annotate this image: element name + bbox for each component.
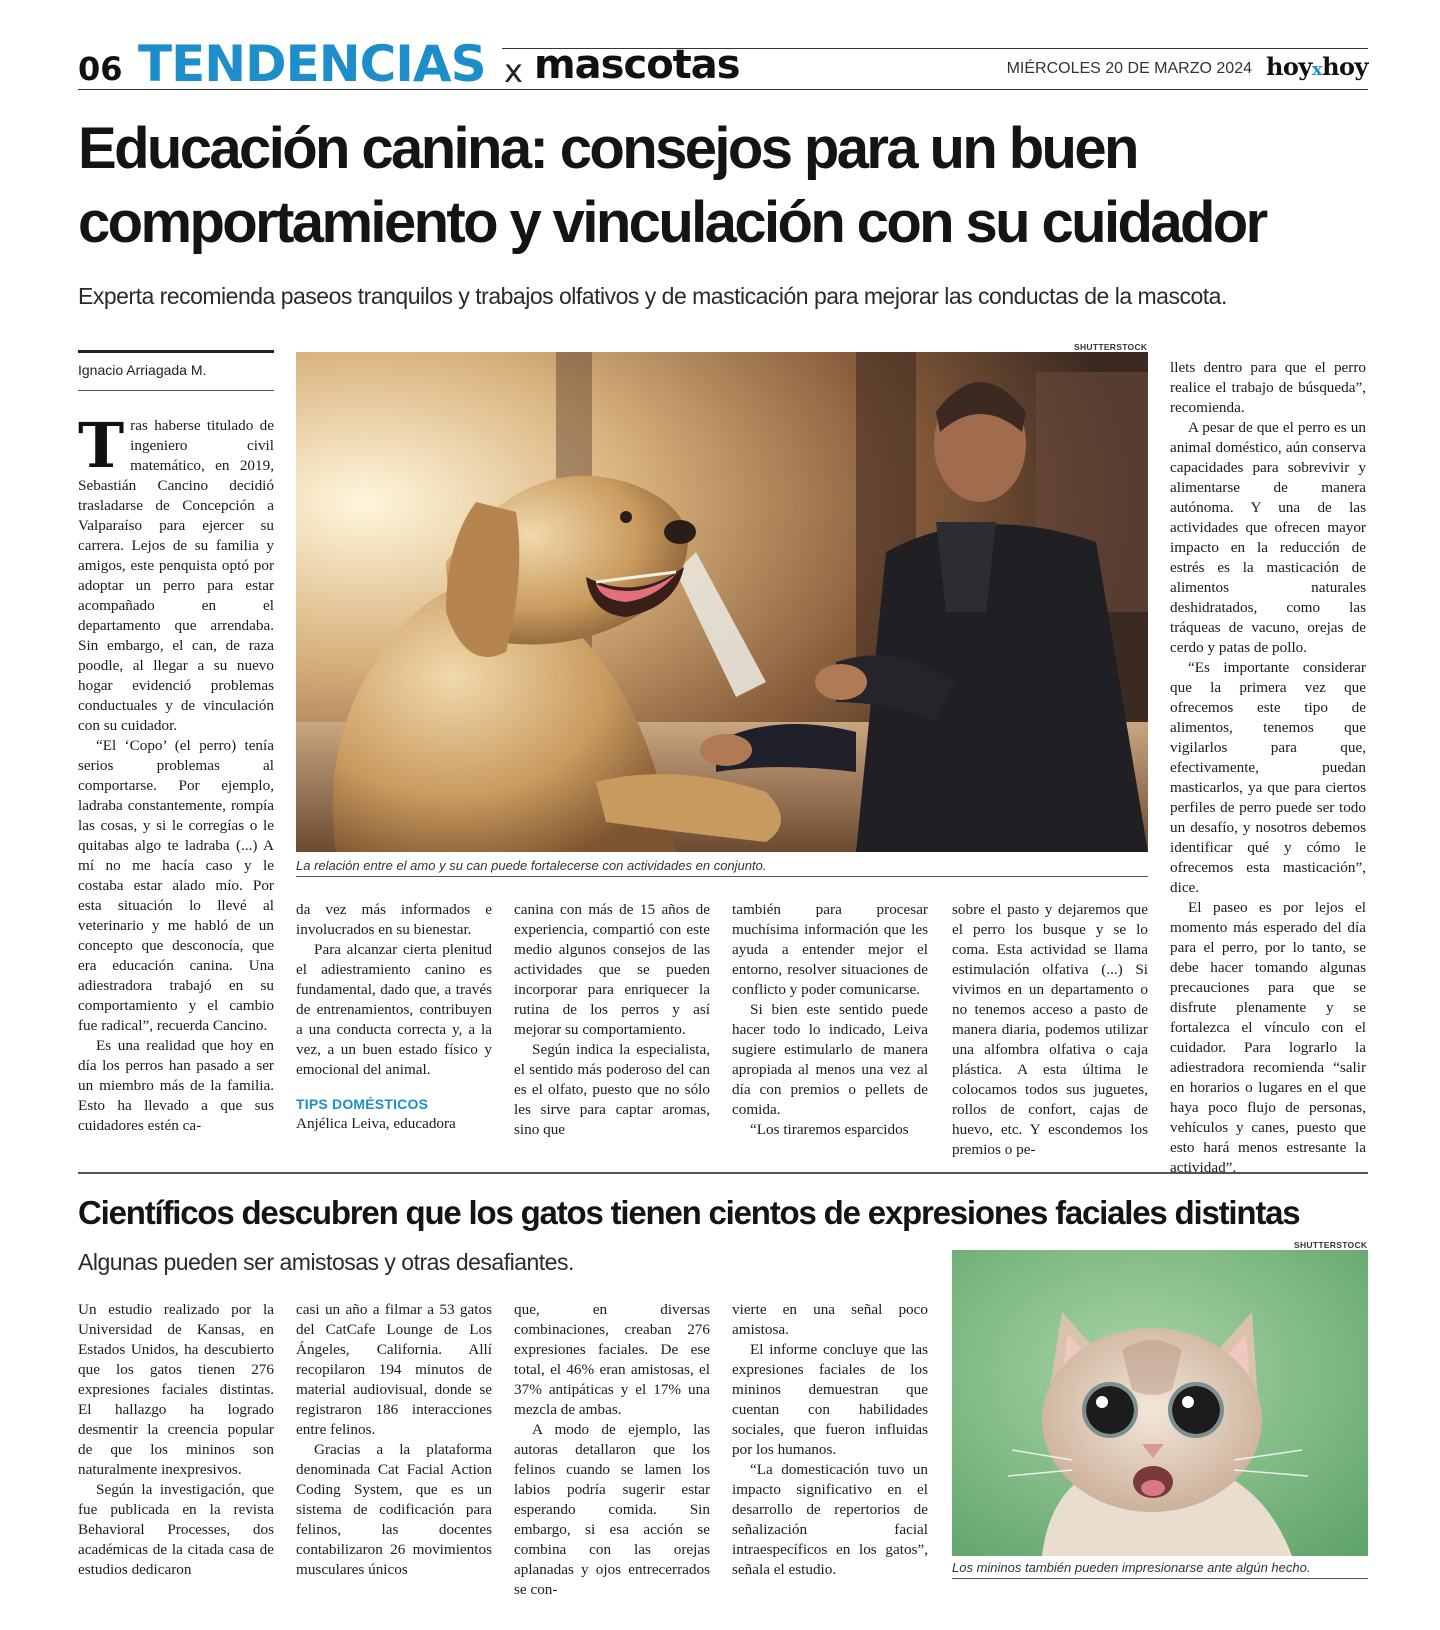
second-col3-paragraph-1: que, en diversas combinaciones, creaban 276 expresiones faciales. De ese total, el 46% eran amistosas, el 37% antipáticas y el 17% una mezcla de ambas. bbox=[514, 1301, 710, 1418]
main-col6-paragraph-4: El paseo es por lejos el momento más esperado del día para el perro, por lo tanto, se debe hacer tomando algunas precauciones para que se disfrute plenamente y se fortalezca el vínculo con el cuidador. Para lograrlo la adiestradora recomienda “salir en horarios o lugares en el que haya poco flujo de personas, vehículos y canes, puesto que esto hará menos estresante la actividad”. bbox=[1170, 899, 1366, 1176]
main-headline-line2: comportamiento y vinculación con su cuidador bbox=[78, 190, 1266, 255]
main-col4-paragraph-3: “Los tiraremos esparcidos bbox=[750, 1121, 909, 1138]
second-col2-paragraph-2: Gracias a la plataforma denominada Cat Facial Action Coding System, que es un sistema de codificación para felinos, las docentes contabilizaron 26 movimientos musculares únicos bbox=[296, 1441, 492, 1578]
main-col1-paragraph-2: “El ‘Copo’ (el perro) tenía serios problemas al comportarse. Por ejemplo, ladraba constantemente, rompía las cosas, y si le corregías o le quitabas algo te ladraba (...) A mí no me hacía caso y le costaba estar alado mío. Por esta situación lo llevé al veterinario y me habló de un concepto que desconocía, que era educación canina. Una adiestradora trabajó en su comportamiento y el cambio fue radical”, recuerda Cancino. bbox=[78, 737, 274, 1034]
main-col1-paragraph-3: Es una realidad que hoy en día los perros han pasado a ser un miembro más de la familia. Esto ha llevado a que sus cuidadores estén ca- bbox=[78, 1037, 274, 1134]
second-column-4 bbox=[732, 1300, 928, 1580]
byline-bottom-rule bbox=[78, 390, 274, 391]
logo-x: x bbox=[1311, 59, 1323, 80]
logo-left: hoy bbox=[1265, 52, 1312, 81]
main-headline-line1: Educación canina: consejos para un buen bbox=[78, 116, 1137, 181]
main-column-6 bbox=[1170, 358, 1366, 1178]
main-col1-p1-text: ras haberse titulado de ingeniero civil matemático, en 2019, Sebastián Cancino decidió trasladarse de Concepción a Valparaíso para ejercer su carrera. Lejos de su familia y amigos, este penquista optó por adoptar un perro para estar acompañado en el departamento que arrendaba. Sin embargo, el can, de raza poodle, al llegar a su nuevo hogar evidenció problemas conductuales y de vinculación con su cuidador. bbox=[78, 417, 274, 734]
main-column-2 bbox=[296, 900, 492, 1134]
dog-photo bbox=[296, 352, 1148, 852]
dog-and-owner-illustration bbox=[296, 352, 1148, 852]
main-col3-paragraph-2: Según indica la especialista, el sentido más poderoso del can es el olfato, puesto que no sólo les sirve para captar aromas, sino que bbox=[514, 1041, 710, 1138]
main-col6-paragraph-2: A pesar de que el perro es un animal doméstico, aún conserva capacidades para sobrevivir y alimentarse de manera autónoma. Y una de las actividades que ofrecen mayor impacto en la reducción de estrés es la masticación de alimentos naturales deshidratados, como las tráqueas de vacuno, orejas de cerdo y patas de pollo. bbox=[1170, 419, 1366, 656]
main-col4-paragraph-2: Si bien este sentido puede hacer todo lo indicado, Leiva sugiere estimularlo de manera apropiada al menos una vez al día con premios o pellets de comida. bbox=[732, 1001, 928, 1118]
main-col3-paragraph-1: canina con más de 15 años de experiencia, compartió con este medio algunos consejos de las actividades que se pueden incorporar para enriquecer la rutina de los perros y así mejorar su comportamiento. bbox=[514, 901, 710, 1038]
newspaper-logo bbox=[1266, 52, 1368, 81]
main-column-5 bbox=[952, 900, 1148, 1160]
dog-photo-caption: La relación entre el amo y su can puede fortalecerse con actividades en conjunto. bbox=[296, 858, 767, 873]
main-col6-paragraph-3: “Es importante considerar que la primera vez que ofrecemos este tipo de alimentos, tenemos que vigilarlos para que, efectivamente, puedan masticarlos, ya que para ciertos perfiles de perro puede ser todo un desafío, y nosotros debemos identificar qué y cómo le ofrecemos esta masticación”, dice. bbox=[1170, 659, 1366, 896]
cat-photo-caption: Los mininos también pueden impresionarse ante algún hecho. bbox=[952, 1560, 1311, 1575]
main-column-3 bbox=[514, 900, 710, 1140]
second-col1-paragraph-1: Un estudio realizado por la Universidad de Kansas, en Estados Unidos, ha descubierto que los gatos tienen 276 expresiones faciales distintas. El hallazgo ha logrado desmentir la creencia popular de que los mininos son naturalmente inexpresivos. bbox=[78, 1301, 274, 1478]
second-column-2 bbox=[296, 1300, 492, 1580]
byline-top-rule bbox=[78, 350, 274, 353]
logo-right: hoy bbox=[1322, 52, 1368, 81]
main-headline bbox=[78, 112, 1378, 260]
section-title: TENDENCIAS bbox=[138, 35, 486, 93]
main-col4-paragraph-1: también para procesar muchísima información que les ayuda a entender mejor el entorno, resolver situaciones de conflicto y poder comunicarse. bbox=[732, 901, 928, 998]
surprised-cat-illustration bbox=[952, 1250, 1368, 1556]
main-subhead: Experta recomienda paseos tranquilos y trabajos olfativos y de masticación para mejorar las conductas de la mascota. bbox=[78, 283, 1227, 309]
cat-caption-rule bbox=[952, 1578, 1368, 1579]
second-column-1 bbox=[78, 1300, 274, 1580]
article-divider bbox=[78, 1172, 1368, 1174]
second-column-3 bbox=[514, 1300, 710, 1600]
second-col4-paragraph-3: “La domesticación tuvo un impacto significativo en el desarrollo de repertorios de señalización facial intraespecíficos en los gatos”, señala el estudio. bbox=[732, 1461, 928, 1578]
author-byline: Ignacio Arriagada M. bbox=[78, 362, 207, 378]
second-col1-paragraph-2: Según la investigación, que fue publicada en la revista Behavioral Processes, dos académicas de la citada casa de estudios dedicaron bbox=[78, 1481, 274, 1578]
section-separator: x bbox=[504, 52, 523, 90]
page-header bbox=[78, 36, 1368, 92]
main-col1-paragraph-1 bbox=[78, 409, 274, 736]
tips-subheading: TIPS DOMÉSTICOS bbox=[296, 1096, 429, 1112]
second-col4-paragraph-1: vierte en una señal poco amistosa. bbox=[732, 1301, 928, 1338]
second-col2-paragraph-1: casi un año a filmar a 53 gatos del CatCafe Lounge de Los Ángeles, California. Allí recopilaron 194 minutos de material audiovisual, donde se registraron 186 interacciones entre felinos. bbox=[296, 1301, 492, 1438]
issue-date: MIÉRCOLES 20 DE MARZO 2024 bbox=[1006, 60, 1252, 77]
main-col2-paragraph-3: Anjélica Leiva, educadora bbox=[296, 1115, 456, 1132]
main-col5-paragraph-1: sobre el pasto y dejaremos que el perro los busque y se lo coma. Esta actividad se llama estimulación olfativa (...) Si vivimos en un departamento o no tenemos acceso a pasto de manera diaria, podemos utilizar una alfombra olfativa o caja plástica. A esta última le colocamos todos sus juguetes, rollos de confort, cajas de huevo, etc. Y escondemos los premios o pe- bbox=[952, 901, 1148, 1158]
main-col6-paragraph-1: llets dentro para que el perro realice el trabajo de búsqueda”, recomienda. bbox=[1170, 359, 1366, 416]
second-headline: Científicos descubren que los gatos tienen cientos de expresiones faciales distintas bbox=[78, 1194, 1300, 1231]
dog-photo-credit: SHUTTERSTOCK bbox=[1074, 342, 1148, 352]
second-subhead: Algunas pueden ser amistosas y otras desafiantes. bbox=[78, 1249, 574, 1275]
main-column-4 bbox=[732, 900, 928, 1140]
cat-photo-credit: SHUTTERSTOCK bbox=[1294, 1240, 1368, 1250]
second-col3-paragraph-2: A modo de ejemplo, las autoras detallaron que los felinos cuando se lamen los labios podría sugerir estar esperando comida. Sin embargo, si esa acción se combina con las orejas aplanadas y ojos entrecerrados se con- bbox=[514, 1421, 710, 1598]
second-col4-paragraph-2: El informe concluye que las expresiones faciales de los mininos demuestran que cuentan con habilidades sociales, que fueron influidas por los humanos. bbox=[732, 1341, 928, 1458]
dropcap: T bbox=[78, 409, 125, 482]
page-number: 06 bbox=[78, 50, 123, 88]
main-col2-paragraph-2: Para alcanzar cierta plenitud el adiestramiento canino es fundamental, dado que, a través de entrenamientos, contribuyen a una conducta correcta y, a la vez, a un buen estado físico y emocional del animal. bbox=[296, 941, 492, 1078]
cat-photo bbox=[952, 1250, 1368, 1556]
main-col2-paragraph-1: da vez más informados e involucrados en su bienestar. bbox=[296, 901, 492, 938]
main-column-1 bbox=[78, 409, 274, 1136]
dog-caption-rule bbox=[296, 876, 1148, 877]
subsection-title: mascotas bbox=[534, 42, 740, 88]
